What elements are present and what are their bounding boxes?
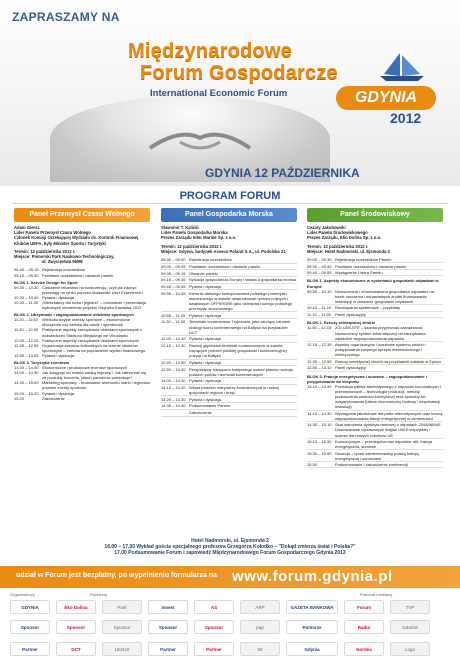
forum-subtitle: International Economic Forum	[150, 88, 288, 99]
agenda-topic: Pytania i dyskusja	[189, 378, 222, 384]
agenda-time: 09.45 – 09.55	[161, 284, 186, 290]
agenda-item	[161, 257, 297, 264]
agenda-time: 12.50 – 13.30	[161, 366, 186, 372]
agenda-time: 12.00 – 12.25	[14, 337, 39, 343]
agenda-topic: Ćwiczenie lekarstwo na konkurencję, czyli jak zdobyć przewagę na rynku poprzez doskonale User Experience?	[42, 284, 144, 295]
agenda-time: 09.55 – 10.55	[161, 290, 186, 296]
agenda-topic: Powitanie uczestników i otwarcie panelu	[42, 272, 114, 278]
agenda-time: 09.30 – 09.40	[307, 263, 332, 269]
sponsor-logo: Eko Dolina	[56, 600, 96, 614]
invite-text: ZAPRASZAMY NA	[12, 10, 120, 24]
agenda-time: 13.10 – 13.40	[307, 383, 332, 389]
sponsor-logo: Radio	[344, 620, 384, 634]
agenda-block-title: BLOK 1. Service Design for Sport	[14, 279, 78, 285]
agenda-item	[161, 270, 297, 277]
sponsor-logo: Sponsor	[10, 620, 50, 634]
term-line: Termin: 12 października 2012 r.	[307, 243, 369, 249]
logos-label-media: Patronat medialny	[360, 592, 393, 597]
panel-leisure-term	[14, 249, 150, 265]
agenda-topic: Pytania i dyskusja	[189, 396, 222, 402]
agenda-time: 09.00 – 09.05	[161, 264, 186, 269]
sponsor-logo: Park	[102, 600, 142, 614]
agenda-item	[161, 336, 297, 343]
agenda-topic: Zakończenie	[42, 395, 65, 401]
agenda-time: 12.55 – 13.05	[14, 352, 39, 358]
sponsor-logo: LEXUS	[102, 642, 142, 656]
panel-leisure	[14, 208, 150, 538]
sponsor-logo: 90	[240, 642, 280, 656]
panel-leisure-leader	[14, 225, 150, 246]
divider	[12, 203, 448, 204]
sponsor-logo: GAZETA BANKOWA	[286, 600, 338, 614]
agenda-item	[307, 270, 443, 276]
agenda-topic: Terminale kontenerowe Trójmiasta, jako wiodący ośrodek obsługi ruchu kontenerowego na Bałtyku na przykładzie DCT	[189, 319, 291, 335]
term-line: Miejsce: Pomorski Park Naukowo-Technologiczny,	[14, 254, 115, 260]
agenda-time: 15.20	[14, 395, 25, 401]
term-line: Miejsce: Hotel Nadmorski, ul. Ejsmonda 2	[307, 248, 390, 254]
agenda-time: 12.15 – 12.35	[307, 342, 332, 348]
agenda-block-title: BLOK 2. Rzeczy selektywnej zbiórki	[307, 320, 376, 326]
closing-summary: 17.00 Podsumowanie Forum i zapowiedź Międzynarodowego Forum Gospodarczego Gdynia 2013	[114, 550, 346, 556]
sponsor-logo: Forum	[344, 600, 384, 614]
agenda-time: 15.00 – 15.20	[14, 390, 39, 396]
agenda-time: 12.40 – 12.50	[161, 359, 186, 365]
agenda-time: 11.30 – 12.00	[161, 319, 186, 325]
logos-label-partners: Partnerzy	[90, 592, 108, 597]
registration-note: udział w Forum jest bezpłatny, po wypełnieniu formularza na	[16, 572, 217, 579]
agenda-time: 09.30 – 10.30	[14, 284, 39, 290]
term-line: Termin: 12 października 2012 r.	[14, 248, 76, 254]
agenda-topic: Ekonomiczne i produktowe eventów sportowych	[42, 365, 128, 371]
sponsor-logo: GDYNIA	[10, 600, 50, 614]
agenda-topic: Aspekty organizacyjne i kosztowe systemu zbiórki i postępowania zużytego sprzętu elektronicznego i elektrycznego	[335, 342, 426, 358]
agenda-time: 11.40 – 12.00	[14, 327, 39, 333]
agenda-topic: Wielkofunkcyjne obiekty sportowe – ekonomiczne obciążenie czy szansa dla władz i operatorów	[42, 317, 131, 328]
agenda-topic: ZGI UDEZITE – szansa przyjmować zarządzania. Nowoczesny system informatyczny do zarządzania zakładem zagospodarowania odpadów	[335, 325, 426, 341]
leader-desc: Członek Komisji Orzekającej Wydziału ds. Kontroli Finansowej	[14, 235, 139, 241]
agenda-time: 10.55 – 11.05	[161, 312, 186, 318]
agenda-time: 14.30 – 15.00	[14, 380, 39, 386]
agenda-item	[307, 450, 443, 462]
agenda-item	[14, 273, 150, 278]
agenda-topic: Pytania i dyskusja	[189, 336, 222, 342]
agenda-topic: Pytania i dyskusja	[189, 284, 222, 290]
forum-title-line1: Międzynarodowe	[128, 40, 292, 62]
agenda-time: 09.50 – 10.10	[307, 288, 332, 294]
agenda-time: 09.05 – 09.15	[161, 270, 186, 276]
panel-environment-leader	[307, 225, 443, 241]
forum-title-line2: Forum Gospodarcze	[140, 62, 338, 84]
agenda-time: 09.15 – 09.30	[14, 272, 39, 278]
panel-leisure-head: Panel Przemysł Czasu Wolnego	[14, 208, 150, 222]
agenda-item	[14, 327, 150, 337]
agenda-item	[307, 312, 443, 318]
term-line: Termin: 12 października 2012 r.	[161, 243, 223, 249]
agenda-topic: Powitanie uczestników i otwarcie panelu	[189, 264, 261, 269]
leader-role: Lider Panelu Środowiskowego	[307, 230, 368, 236]
agenda-item	[307, 384, 443, 411]
sponsor-logo: pap	[240, 620, 280, 634]
sponsor-logo: Sponsor	[102, 620, 142, 634]
agenda-topic: Produkcja paliwa alternatywnego z odpadów komunalnych i przemysłowych – technologia produkcji, metody podnoszenia wartości kalorycznej oraz sposoby ich magazynowania (bilans ekonomiczny budowy i eksploatacji instalacji)	[335, 383, 441, 410]
agenda-item	[161, 312, 297, 319]
sponsor-logo: Pomorze	[286, 620, 338, 634]
gdynia-logo	[330, 76, 450, 130]
agenda-topic: Marketing sportowy – budowanie wizerunku marki i regionów poprzez eventy sportowe	[42, 380, 150, 391]
panel-maritime-term	[161, 244, 297, 254]
agenda-item	[307, 325, 443, 342]
leader-role: Lider Panelu Gospodarka Morska	[161, 230, 228, 236]
leader-name: Cezary Jakubowski	[307, 225, 346, 230]
agenda-time: 14.30 – 15.10	[307, 422, 332, 428]
gdynia-logo-text: GDYNIA	[336, 86, 436, 110]
agenda-time: 15.50	[307, 462, 318, 468]
panel-environment	[307, 208, 443, 538]
agenda-topic: „Mieszkańcy dla rurka i jegliarki” – omówienie i prezentacja wybranych elementów projektu Gdyńska Kawiarka 2012	[42, 299, 147, 311]
agenda-time: 14.20 – 14.30	[161, 396, 186, 402]
logos-label-organizers: Organizatorzy	[10, 592, 35, 597]
agenda-time: 14.00 – 14.30	[14, 370, 39, 376]
agenda-time: 15.10 – 15.30	[307, 438, 332, 444]
agenda-item	[14, 317, 150, 327]
closing-lecture: 16.00 – 17.00 Wykład gościa specjalnego profesora Grzegorza Kołodko – "Dokąd zmierza świat i Polska?"	[104, 544, 356, 550]
agenda-item	[307, 422, 443, 439]
sponsor-logo: AS	[194, 600, 234, 614]
sponsor-logo: Partner	[194, 642, 234, 656]
agenda-time: 11.20 – 11.40	[14, 317, 38, 323]
agenda-topic: Panel dyskusyjny	[335, 311, 366, 317]
agenda-topic: Rejestracja uczestników Panelu	[335, 257, 392, 263]
agenda-item	[14, 300, 150, 310]
agenda-item	[161, 403, 297, 410]
agenda-time: 09.00 – 09.30	[307, 257, 332, 263]
agenda-time	[161, 410, 189, 415]
agenda-time: 12.25 – 12.55	[14, 342, 39, 348]
agenda-topic: Wkład polskich marynarzy kontraktowych w rozwój gospodarki regionu i kraju	[189, 385, 279, 396]
agenda-block-title: BLOK 3. Turystyka eventowa	[14, 360, 69, 366]
panel-environment-agenda	[307, 257, 443, 468]
agenda-time: 09.15 – 09.45	[161, 277, 186, 283]
agenda-topic: Skat wdrożenia dyrektyw ramowej o odpadach 2008/98/WE. Dostosowanie wydawanych krajów Unii Europejskiej i szanse dla nowych członków UE	[335, 422, 442, 438]
event-date: GDYNIA 12 PAŹDZIERNIKA	[205, 166, 360, 180]
agenda-item	[307, 289, 443, 306]
leader-desc: Klubów UEFA, były Minister Sportu i Turystyki	[14, 240, 106, 246]
agenda-topic: Pytania i dyskusja	[42, 390, 75, 396]
agenda-time: 14.10 – 14.20	[161, 385, 186, 390]
agenda-item	[14, 396, 150, 401]
agenda-time: 10.40 – 11.00	[14, 299, 39, 305]
agenda-item	[161, 319, 297, 336]
term-line: Miejsce: Gdynia, budynek Asseco Poland S.A., ul. Podolska 21	[161, 248, 286, 254]
agenda-item	[307, 439, 443, 451]
handshake-icon	[140, 108, 260, 168]
sponsor-logo: Partner	[10, 642, 50, 656]
agenda-topic: Powitanie uczestników i otwarcie panelu	[335, 263, 407, 269]
logo-row-2	[10, 620, 450, 636]
sponsor-logo: Sponsor	[148, 620, 188, 634]
agenda-item	[161, 290, 297, 312]
agenda-time: 10.30 – 10.40	[14, 294, 39, 300]
agenda-time: 12.35 – 12.55	[307, 358, 332, 364]
sponsor-logo: Sponsor	[56, 620, 96, 634]
sponsor-logo: Logo	[390, 642, 430, 656]
agenda-item	[307, 342, 443, 359]
agenda-time: 08.30 – 09.00	[161, 257, 186, 263]
agenda-topic: Szwecja – rynek zainteresowany polską frakcją energetyczną i surowcami	[335, 450, 419, 461]
agenda-item	[14, 353, 150, 358]
agenda-topic: Nowoczesna i zrównoważona gospodarka odpadami na bazie otoczenia i odnawialnych źródeł finansowania inwestycji w obszarze gospodarki odpadami	[335, 288, 434, 304]
agenda-topic: Praktyczne aspekty zarządzania obiektami sportowymi	[42, 337, 139, 343]
agenda-item	[307, 411, 443, 423]
agenda-item	[14, 343, 150, 353]
sponsor-logo: Gdańsk	[390, 620, 430, 634]
sponsor-logo: Nordea	[344, 642, 384, 656]
agenda-item	[161, 385, 297, 397]
panel-environment-head: Panel Środowiskowy	[307, 208, 443, 222]
agenda-topic: Wystąpienie Lidera Panelu	[335, 270, 383, 276]
agenda-time: 12.55 – 13.10	[307, 365, 332, 371]
panel-maritime-head: Panel Gospodarka Morska	[161, 208, 297, 222]
agenda-topic: Sytuacja gospodarcza Europy i świata a gospodarka morska	[189, 277, 297, 283]
agenda-topic: Rejestracja uczestników	[42, 267, 85, 273]
agenda-time: 14.00 – 14.10	[161, 378, 186, 384]
panel-environment-term	[307, 244, 443, 254]
agenda-time: 14.10 – 14.30	[307, 410, 332, 416]
panel-maritime-leader	[161, 225, 297, 241]
agenda-time: 13.30 – 14.00	[14, 365, 39, 371]
agenda-item	[161, 410, 297, 417]
agenda-topic: Panel dyskusyjny	[335, 365, 366, 371]
leader-name: Adam Giersz	[14, 225, 40, 230]
agenda-topic: Pytania i dyskusja	[189, 359, 222, 365]
agenda-topic: Rejestracja uczestników	[189, 257, 232, 263]
agenda-block-title: BLOK 2. Utrzymanie i zagospodarowanie obiektów sportowych	[14, 312, 134, 318]
agenda-time: 09.40 – 09.55	[307, 270, 332, 276]
agenda-item	[14, 370, 150, 380]
agenda-item	[307, 365, 443, 371]
agenda-topic: Rozwój głębinkich terminali kontenerowych w świetle rosnących potrzeb polskiej gospodarki i konkurencyjnej pozycji na Bałtyku	[189, 342, 287, 359]
agenda-item	[161, 366, 297, 378]
agenda-topic: Pytania i dyskusja	[42, 352, 75, 358]
sponsor-logo: Invest	[148, 600, 188, 614]
sponsor-logo: Sponsor	[194, 620, 234, 634]
agenda-topic: Rzeczy selektywnej zbiórki na przykładzie zakładu w Żywcu	[335, 358, 441, 364]
agenda-topic: Podsumowanie i zakończenie konferencji	[335, 462, 409, 468]
agenda-time: 12.10 – 12.30	[161, 342, 186, 348]
agenda-topic: Pytania i dyskusja	[42, 294, 75, 300]
program-title: PROGRAM FORUM	[179, 190, 281, 202]
sponsor-logo: Gdynia	[286, 642, 338, 656]
header	[0, 0, 460, 186]
gdynia-logo-year: 2012	[390, 110, 422, 126]
agenda-time: 08.45 – 09.15	[14, 267, 39, 273]
agenda-topic: Wymagania jakościowe dla paliw alternatywnych oraz koszty zagospodarowania frakcji energetycznej w cementowni	[335, 410, 443, 421]
agenda-topic: Jak ściągnąć do miasta wielką imprezę? Jak zatrzymać się za produkty koncertu, jakich partnerów potrzebuje?	[42, 370, 147, 381]
agenda-item	[14, 380, 150, 390]
agenda-item	[14, 285, 150, 295]
leader-desc: Prezes Zarządu, Eko Dolina Sp. z o.o.	[307, 235, 382, 241]
agenda-topic: Praktyczne aspekty zarządzania obiektami sportowymi z doświadczeń Stadionu Miejskiego we Wrocławiu	[42, 327, 143, 338]
agenda-topic: Kierunki dalszego funkcjonowania polskiego przemysłu stoczniowego w świetle uwarunkowań rynków unijnych i światowych OFFSHORE jako dziedzina rozwoju polskiego przemysłu stoczniowego	[189, 290, 293, 312]
agenda-topic: Zakończenie	[189, 410, 212, 416]
agenda-time: 14.30 – 14.40	[161, 403, 186, 409]
sponsor-logo: DCT	[56, 642, 96, 656]
closing-venue: Hotel Nadmorski, ul. Ejsmonda 2	[191, 538, 269, 544]
leader-role: Lider Panelu Przemysł Czasu Wolnego	[14, 230, 91, 236]
agenda-topic: Pytania i dyskusja	[189, 312, 222, 318]
agenda-topic: Organizacja eventów kulturalnych na terenie obiektów sportowych – metoda na poprawienie wyniku finansowego	[42, 342, 146, 353]
logo-row-1	[10, 600, 450, 616]
agenda-item	[161, 360, 297, 367]
agenda-topic: Otwarcie panelu	[189, 270, 218, 276]
agenda-block-title: BLOK 3. Frakcja energetyczna i surowce – zagospodarowanie i przygotowanie do eksportu	[307, 373, 427, 384]
sponsor-logos	[10, 592, 450, 664]
agenda-time: 11.10 – 11.30	[307, 311, 331, 317]
forum-url-link[interactable]: www.forum.gdynia.pl	[232, 568, 393, 585]
agenda-item	[161, 396, 297, 403]
leader-desc: Prezes Zarządu Inter Marine Sp. z o.o.	[161, 235, 237, 241]
agenda-time: 15.30 – 15.50	[307, 450, 332, 456]
agenda-topic: Rozwiązania systemowe – przykłady	[335, 305, 401, 311]
agenda-time: 10.10 – 11.10	[307, 305, 332, 311]
agenda-item	[161, 264, 297, 271]
agenda-item	[161, 378, 297, 385]
agenda-time: 11.50 – 12.15	[307, 325, 332, 331]
agenda-item	[161, 284, 297, 291]
agenda-topic: Konsorcjonym – przedsiębiorców odpadów: stil, frakcja energetyczna, surowce	[335, 438, 433, 450]
closing-session	[0, 538, 460, 556]
sponsor-logo: ARP	[240, 600, 280, 614]
agenda-topic: Perspektywy transportu kolejowego wobec planów rozwoju polskich portów i terminali kontenerowych	[189, 366, 294, 377]
agenda-block-title: BLOK 1. Aspekty ekonomiczne w systemach gospodarki odpadami w Europie	[307, 278, 439, 289]
panel-maritime	[161, 208, 297, 538]
panel-leisure-agenda	[14, 267, 150, 400]
term-line: al. Zwycięstwa 96/98	[42, 259, 83, 265]
agenda-topic: Podsumowanie Panelu	[189, 403, 230, 409]
agenda-item	[307, 462, 443, 468]
agenda-item	[161, 343, 297, 360]
sponsor-logo: Partner	[148, 642, 188, 656]
agenda-item	[161, 277, 297, 284]
panel-maritime-agenda	[161, 257, 297, 417]
leader-name: Sławomir T. Kalicki	[161, 225, 199, 230]
logo-row-3	[10, 642, 450, 658]
sponsor-logo: TVP	[390, 600, 430, 614]
agenda-time: 12.00 – 12.10	[161, 336, 186, 342]
